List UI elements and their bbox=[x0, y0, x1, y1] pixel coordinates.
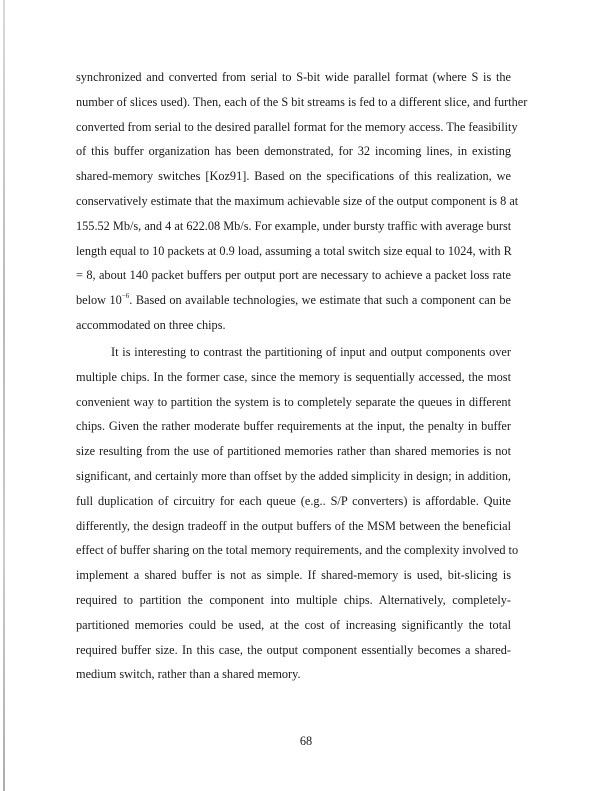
text-line: medium switch, rather than a shared memory. bbox=[76, 667, 301, 682]
text-line: accommodated on three chips. bbox=[76, 317, 226, 332]
text-line: required to partition the component into multiple chips. Alternatively, completely- bbox=[76, 592, 511, 607]
paragraph-2 bbox=[76, 340, 519, 687]
text-line: It is interesting to contrast the partitioning of input and output components over bbox=[111, 345, 511, 359]
text-line: converted from serial to the desired parallel format for the memory access. The feasibility bbox=[76, 119, 518, 134]
text-line: implement a shared buffer is not as simple. If shared-memory is used, bit-slicing is bbox=[76, 568, 511, 583]
paragraph-1 bbox=[76, 65, 528, 338]
page-number: 68 bbox=[299, 734, 313, 748]
text-line: shared-memory switches [Koz91]. Based on the specifications of this realization, we bbox=[76, 169, 511, 184]
text-line-start: below 10 bbox=[76, 293, 122, 308]
text-line: = 8, about 140 packet buffers per output port are necessary to achieve a packet loss rate bbox=[76, 268, 511, 283]
exponent: −6 bbox=[121, 292, 130, 301]
scan-edge-decoration bbox=[3, 0, 5, 791]
text-line-with-exponent bbox=[76, 288, 511, 313]
text-line: length equal to 10 packets at 0.9 load, assuming a total switch size equal to 1024, with R bbox=[76, 243, 512, 258]
text-line: partitioned memories could be used, at the cost of increasing significantly the total bbox=[76, 617, 511, 632]
text-line: multiple chips. In the former case, since the memory is sequentially accessed, the most bbox=[76, 369, 511, 384]
text-line: 155.52 Mb/s, and 4 at 622.08 Mb/s. For example, under bursty traffic with average burst bbox=[76, 218, 512, 233]
text-line-rest: . Based on available technologies, we estimate that such a component can be bbox=[129, 293, 511, 308]
text-line: number of slices used). Then, each of the S bit streams is fed to a different slice, and further bbox=[76, 94, 528, 109]
text-line: full duplication of circuitry for each queue (e.g.. S/P converters) is affordable. Quite bbox=[76, 493, 511, 508]
text-line: synchronized and converted from serial to S-bit wide parallel format (where S is the bbox=[76, 70, 511, 84]
text-line: effect of buffer sharing on the total memory requirements, and the complexity involved to bbox=[76, 543, 519, 558]
text-line: of this buffer organization has been demonstrated, for 32 incoming lines, in existing bbox=[76, 144, 511, 159]
text-line: differently, the design tradeoff in the output buffers of the MSM between the beneficial bbox=[76, 518, 511, 533]
text-line: chips. Given the rather moderate buffer requirements at the input, the penalty in buffer bbox=[76, 419, 511, 434]
text-line: required buffer size. In this case, the output component essentially becomes a shared- bbox=[76, 642, 511, 657]
text-line: significant, and certainly more than offset by the added simplicity in design; in addition, bbox=[76, 468, 511, 483]
text-line: convenient way to partition the system is to completely separate the queues in different bbox=[76, 394, 511, 409]
text-line: size resulting from the use of partitioned memories rather than shared memories is not bbox=[76, 444, 511, 459]
text-line: conservatively estimate that the maximum achievable size of the output component is 8 at bbox=[76, 193, 519, 208]
